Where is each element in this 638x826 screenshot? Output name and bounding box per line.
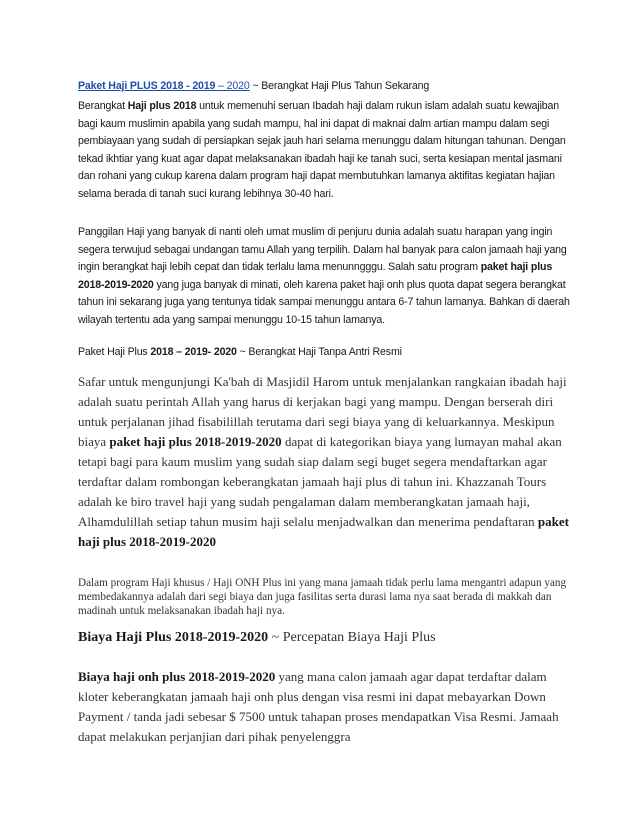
heading-link[interactable]: Paket Haji PLUS 2018 - 2019 – 2020 (78, 80, 250, 92)
paragraph-haji-khusus: Dalam program Haji khusus / Haji ONH Plus ini yang mana jamaah tidak perlu lama mengantri adapun yang membedakannya adalah dari segi biaya dan juga fasilitas serta durasi lama nya saat berada di makkah dan madinah untuk melaksanakan ibadah haji nya. (78, 577, 567, 617)
paragraph-biaya-onh-plus: Biaya haji onh plus 2018-2019-2020 yang mana calon jamaah agar dapat terdaftar dalam kloter keberangkatan jamaah haji onh plus dengan visa resmi ini dapat mebayarkan Down Payment / tanda jadi sebesar $ 7500 untuk tahapan proses mendapatkan Visa Resmi. Jamaah dapat melakukan perjanjian dari pihak penyelenggra (78, 669, 559, 744)
heading-rest: ~ Berangkat Haji Plus Tahun Sekarang (249, 80, 430, 92)
paragraph-panggilan: Panggilan Haji yang banyak di nanti oleh umat muslim di penjuru dunia adalah suatu harapan yang ingin segera terwujud sebagai undangan tamu Allah yang terpilih. Dalam hal banyak para calon jamaah haji yang ingin berangkat haji lebih cepat dan tidak terlalu lama menunngggu. Salah satu program paket haji plus 2018-2019-2020 yang juga banyak di minati, oleh karena paket haji onh plus quota dapat segera berangkat tahun ini sekarang juga yang tentunya tidak sampai menunggu antara 6-7 tahun lamanya. Bahkan di daerah wilayah tertentu ada yang sampai menunggu 10-15 tahun lamanya. (78, 226, 570, 326)
heading-paket-haji-plus (78, 78, 429, 96)
heading-tanpa-antri: Paket Haji Plus 2018 – 2019- 2020 ~ Berangkat Haji Tanpa Antri Resmi (78, 346, 402, 358)
heading-biaya-haji-plus: Biaya Haji Plus 2018-2019-2020 ~ Percepatan Biaya Haji Plus (78, 630, 436, 645)
paragraph-berangkat: Berangkat Haji plus 2018 untuk memenuhi seruan Ibadah haji dalam rukun islam adalah suatu kewajiban bagi kaum muslimin apabila yang sudah mampu, hal ini dapat di maknai dalm artian mampu dalam segi pembiayaan yang sudah di persiapkan sejak jauh hari selama menunggu dalam hitungan tahunan. Dengan tekad ikhtiar yang kuat agar dapat melaksanakan ibadah haji ke tanah suci, serta kesiapan mental jasmani dan rohani yang cukup karena dalam program haji dapat membutuhkan lamanya aktifitas kegiatan hajian selama berada di tanah suci kurang lebihnya 30-40 hari. (78, 100, 566, 200)
paragraph-safar: Safar untuk mengunjungi Ka'bah di Masjidil Harom untuk menjalankan rangkaian ibadah haji adalah suatu perintah Allah yang harus di kerjakan bagi yang mampu. Dengan berserah diri untuk perjalanan jihad fisabilillah terutama dari segi biaya yang di keluarkannya. Meskipun biaya paket haji plus 2018-2019-2020 dapat di kategorikan biaya yang lumayan mahal akan tetapi bagi para kaum muslim yang sudah siap dalam segi buget segera mendaftarkan agar terdaftar dalam rombongan keberangkatan jamaah haji plus di tahun ini. Khazzanah Tours adalah ke biro travel haji yang sudah pengalaman dalam memberangkatan jamaah haji, Alhamdulillah setiap tahun musim haji selalu menjadwalkan dan menerima pendaftaran paket haji plus 2018-2019-2020 (78, 374, 569, 549)
